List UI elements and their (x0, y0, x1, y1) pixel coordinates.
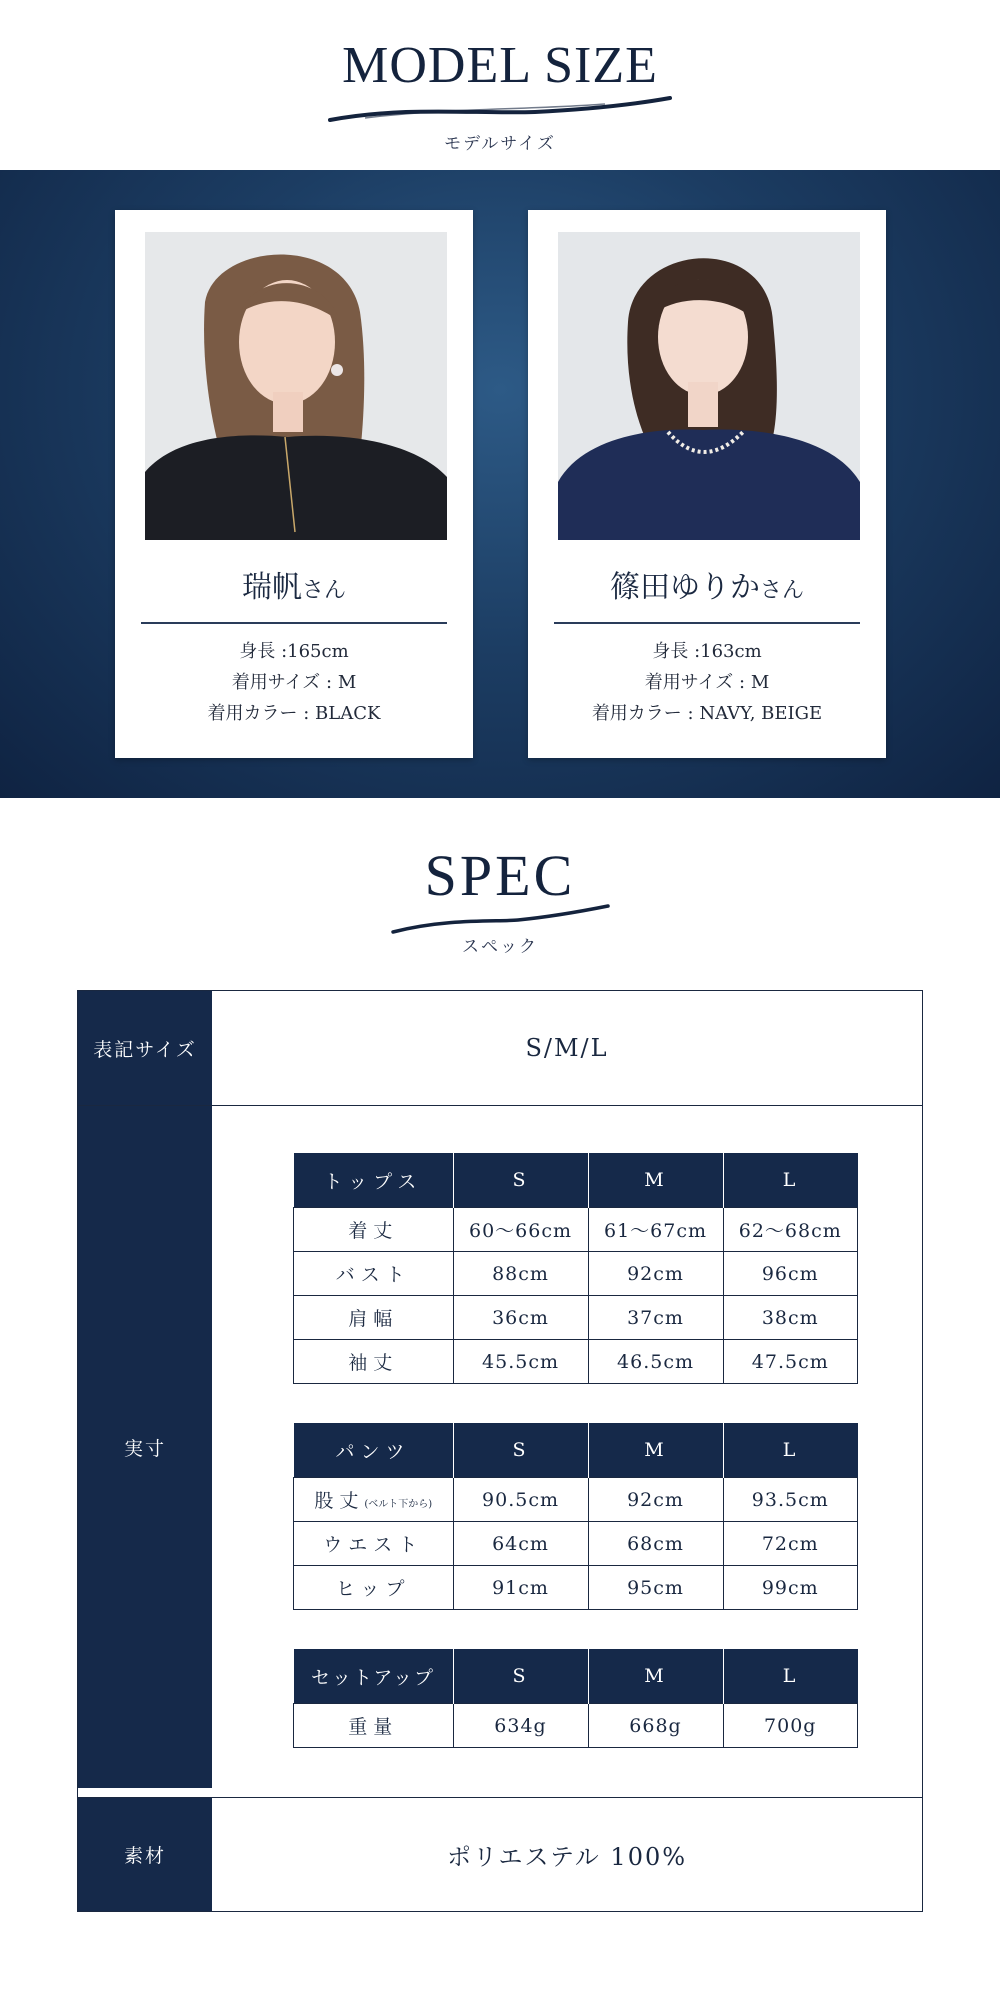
table-header-cell: トップス (294, 1153, 454, 1208)
table-cell: バスト (294, 1252, 454, 1296)
honorific: さん (301, 578, 346, 603)
table-cell: 37cm (588, 1296, 723, 1340)
table-cell: 92cm (588, 1252, 723, 1296)
table-cell: 634g (453, 1704, 588, 1748)
size-label: 表記サイズ (78, 991, 212, 1105)
table-header-cell: L (723, 1153, 858, 1208)
card-divider (554, 622, 860, 624)
model-card-2 (528, 210, 886, 758)
table-row (294, 1208, 858, 1252)
table-cell: 700g (723, 1704, 858, 1748)
table-cell: 88cm (453, 1252, 588, 1296)
table-header-cell: S (453, 1423, 588, 1478)
table-cell: 着丈 (294, 1208, 454, 1252)
model-name-text: 瑞帆 (241, 570, 302, 605)
material-label: 素材 (78, 1798, 212, 1911)
table-cell: 96cm (723, 1252, 858, 1296)
table-row (294, 1252, 858, 1296)
spec-title: SPEC (424, 843, 576, 908)
model-info-2 (528, 636, 886, 729)
model-band (0, 170, 1000, 798)
model-size: 着用サイズ : M (231, 672, 357, 693)
inseam-note: (ベルト下から) (364, 1499, 433, 1510)
model-info-1 (115, 636, 473, 729)
table-cell: 62〜68cm (723, 1208, 858, 1252)
table-cell: 46.5cm (588, 1340, 723, 1384)
table-header-cell: M (588, 1153, 723, 1208)
model-height: 身長 :165cm (239, 641, 349, 662)
table-cell: 61〜67cm (588, 1208, 723, 1252)
spec-table (77, 990, 923, 1912)
table-cell: 重量 (294, 1704, 454, 1748)
table-header-cell: M (588, 1649, 723, 1704)
table-header-row (294, 1649, 858, 1704)
actual-label: 実寸 (78, 1106, 212, 1788)
model-size: 着用サイズ : M (644, 672, 770, 693)
tops-table (293, 1153, 858, 1384)
table-header-cell: S (453, 1153, 588, 1208)
table-header-cell: セットアップ (294, 1649, 454, 1704)
table-cell: 38cm (723, 1296, 858, 1340)
table-cell: 90.5cm (453, 1478, 588, 1522)
table-header-cell: パンツ (294, 1423, 454, 1478)
table-header-cell: S (453, 1649, 588, 1704)
table-cell: 99cm (723, 1566, 858, 1610)
model-name-text: 篠田ゆりか (609, 570, 760, 605)
size-value: S/M/L (525, 1034, 609, 1062)
model-photo-1 (145, 232, 447, 540)
material-value: ポリエステル 100% (446, 1843, 688, 1871)
table-cell: 47.5cm (723, 1340, 858, 1384)
model-name-2 (528, 562, 886, 606)
spec-subtitle: スペック (462, 937, 538, 957)
table-row (294, 1566, 858, 1610)
table-cell: ヒップ (294, 1566, 454, 1610)
model-card-1 (115, 210, 473, 758)
card-divider (141, 622, 447, 624)
honorific: さん (759, 578, 804, 603)
table-cell: 91cm (453, 1566, 588, 1610)
table-row (294, 1478, 858, 1522)
table-cell: 72cm (723, 1522, 858, 1566)
table-cell: 45.5cm (453, 1340, 588, 1384)
model-height: 身長 :163cm (652, 641, 762, 662)
table-row (294, 1340, 858, 1384)
table-cell: 92cm (588, 1478, 723, 1522)
inseam-label: 股丈 (314, 1490, 365, 1512)
model-photo-2 (558, 232, 860, 540)
table-header-cell: L (723, 1423, 858, 1478)
table-cell: 64cm (453, 1522, 588, 1566)
table-row (294, 1704, 858, 1748)
table-cell: 肩幅 (294, 1296, 454, 1340)
model-size-heading (0, 36, 1000, 95)
model-color: 着用カラー : NAVY, BEIGE (591, 703, 823, 724)
pants-table (293, 1423, 858, 1610)
spec-heading (0, 842, 1000, 909)
model-name-1 (115, 562, 473, 606)
table-header-row (294, 1153, 858, 1208)
table-row (294, 1522, 858, 1566)
table-row (294, 1296, 858, 1340)
table-cell: 60〜66cm (453, 1208, 588, 1252)
table-cell: 36cm (453, 1296, 588, 1340)
table-header-cell: M (588, 1423, 723, 1478)
model-size-title: MODEL SIZE (342, 37, 658, 94)
table-cell: 95cm (588, 1566, 723, 1610)
table-header-row (294, 1423, 858, 1478)
table-cell: 袖丈 (294, 1340, 454, 1384)
table-cell: 93.5cm (723, 1478, 858, 1522)
model-color: 着用カラー : BLACK (207, 703, 381, 724)
model-size-subtitle: モデルサイズ (444, 134, 556, 154)
table-cell: 668g (588, 1704, 723, 1748)
table-cell (294, 1478, 454, 1522)
setup-table (293, 1649, 858, 1748)
brush-stroke-decoration (325, 88, 675, 128)
table-header-cell: L (723, 1649, 858, 1704)
table-cell: 68cm (588, 1522, 723, 1566)
table-cell: ウエスト (294, 1522, 454, 1566)
